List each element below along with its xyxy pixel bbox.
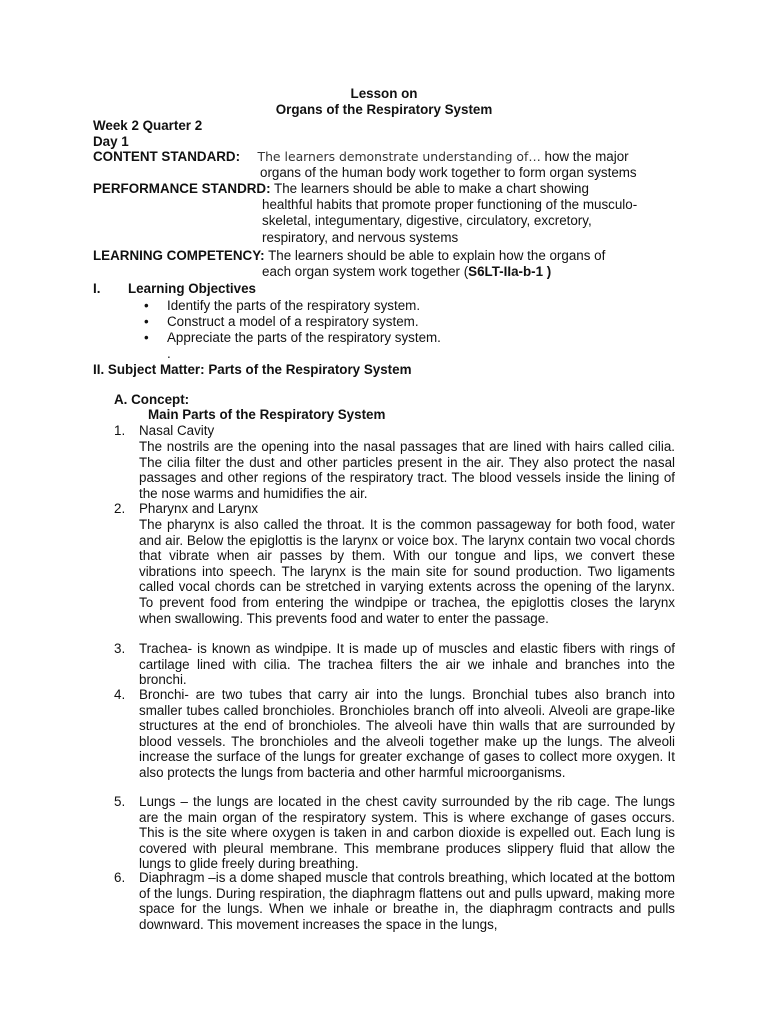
list-number: 6. — [114, 870, 126, 885]
part-body-nasal-cavity: The nostrils are the opening into the nasal passages that are lined with hairs called cilia. The cilia filter the dust and other particles present in the air. They also protect the nasal passages and other regions of the respiratory tract. The blood vessels inside the lining of the nose warms and humidifies the air. — [139, 439, 675, 501]
content-standard-line2: organs of the human body work together to form organ systems — [260, 165, 637, 180]
objectives-numeral: I. — [93, 281, 101, 296]
performance-standard-text: The learners should be able to make a chart showing — [274, 181, 589, 196]
bullet-icon: • — [144, 314, 149, 329]
objective-item: Appreciate the parts of the respiratory system. — [167, 330, 441, 345]
part-body-pharynx-larynx: The pharynx is also called the throat. It is the common passageway for both food, water and air. Below the epiglottis is the larynx or voice box. The larynx contain two vocal chords that vibrate when air passes by them. With our tongue and lips, we convert these vibrations into speech. The larynx is the main site for sound production. Two ligaments called vocal chords can be stretched in varying extents across the opening of the larynx. To prevent food from entering the windpipe or trachea, the epiglottis closes the larynx when swallowing. This prevents food and water to enter the passage. — [139, 517, 675, 626]
learning-competency-text: The learners should be able to explain how the organs of — [268, 248, 606, 263]
objective-item: Construct a model of a respiratory system. — [167, 314, 419, 329]
part-heading-nasal-cavity: Nasal Cavity — [139, 423, 215, 438]
content-standard-intro: The learners demonstrate understanding of… — [257, 149, 541, 164]
subject-matter-heading: II. Subject Matter: Parts of the Respiratory System — [93, 362, 412, 377]
learning-competency-label: LEARNING COMPETENCY: — [93, 248, 265, 263]
performance-standard-line2: healthful habits that promote proper functioning of the musculo- — [262, 197, 638, 212]
performance-standard-line4: respiratory, and nervous systems — [262, 230, 459, 245]
part-body-lungs: Lungs – the lungs are located in the chest cavity surrounded by the rib cage. The lungs are the main organ of the respiratory system. This is where exchange of gases occurs. This is the site where oxygen is taken in and carbon dioxide is expelled out. Each lung is covered with pleural membrane. This membrane produces slippery fluid that allow the lungs to glide freely during breathing. — [139, 794, 675, 872]
week-quarter: Week 2 Quarter 2 — [93, 118, 203, 133]
lesson-title-line2: Organs of the Respiratory System — [275, 102, 493, 117]
bullet-icon: • — [144, 330, 149, 345]
day-label: Day 1 — [93, 134, 129, 149]
concept-label: A. Concept: — [114, 392, 190, 407]
competency-code: S6LT-IIa-b-1 ) — [468, 264, 552, 279]
performance-standard-label: PERFORMANCE STANDRD: — [93, 181, 271, 196]
learning-competency-line2 — [262, 264, 551, 280]
part-body-diaphragm: Diaphragm –is a dome shaped muscle that controls breathing, which located at the bottom of the lungs. During respiration, the diaphragm flattens out and pulls upward, making more space for the lungs. When we inhale or breathe in, the diaphragm contracts and pulls downward. This movement increases the space in the lungs, — [139, 870, 675, 932]
list-number: 3. — [114, 641, 126, 656]
learning-competency — [93, 248, 605, 264]
part-body-trachea: Trachea- is known as windpipe. It is made up of muscles and elastic fibers with rings of cartilage lined with cilia. The trachea filters the air we inhale and branches into the bronchi. — [139, 641, 675, 688]
objective-item: Identify the parts of the respiratory system. — [167, 298, 421, 313]
content-standard-label: CONTENT STANDARD: — [93, 149, 241, 164]
bullet-icon: • — [144, 298, 149, 313]
learning-competency-text2: each organ system work together ( — [262, 264, 469, 279]
list-number: 2. — [114, 501, 126, 516]
content-standard — [93, 149, 629, 165]
list-number: 4. — [114, 687, 126, 702]
concept-title: Main Parts of the Respiratory System — [148, 407, 386, 422]
performance-standard — [93, 181, 589, 197]
part-body-bronchi: Bronchi- are two tubes that carry air into the lungs. Bronchial tubes also branch into smaller tubes called bronchioles. Bronchioles branch off into alveoli. Alveoli are grape-like structures at the end of bronchioles. The alveoli have thin walls that are surrounded by blood vessels. The bronchioles and the alveoli together make up the lungs. The alveoli increase the surface of the lungs for greater exchange of gases to collect more oxygen. It also protects the lungs from bacteria and other harmful microorganisms. — [139, 687, 675, 780]
part-heading-pharynx-larynx: Pharynx and Larynx — [139, 501, 259, 516]
stray-period: . — [167, 346, 171, 361]
content-standard-text: how the major — [544, 149, 629, 164]
list-number: 1. — [114, 423, 126, 438]
objectives-heading: Learning Objectives — [128, 281, 256, 296]
lesson-title-line1: Lesson on — [350, 86, 418, 101]
performance-standard-line3: skeletal, integumentary, digestive, circulatory, excretory, — [262, 213, 592, 228]
list-number: 5. — [114, 794, 126, 809]
